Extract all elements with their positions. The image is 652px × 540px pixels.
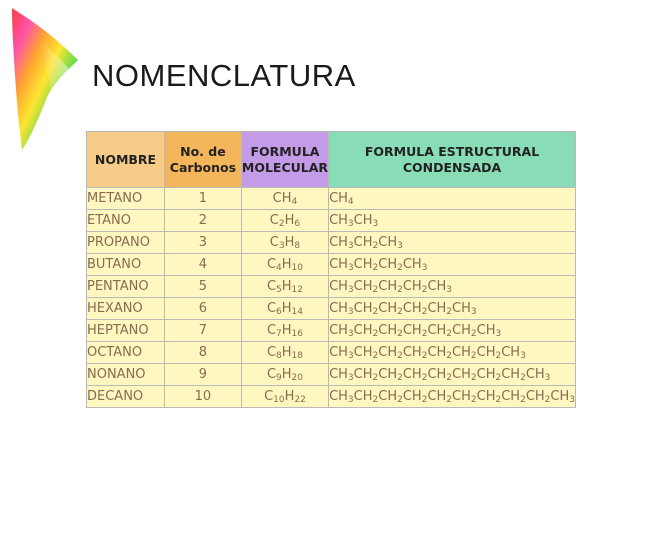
header-formula-molecular: FORMULA MOLECULAR (241, 132, 328, 188)
cell-carbonos: 9 (164, 364, 241, 386)
header-nombre: NOMBRE (87, 132, 165, 188)
alkane-nomenclature-table (86, 131, 576, 408)
cell-formula-molecular: $C_3H_8$ (241, 232, 328, 254)
cell-nombre: NONANO (87, 364, 165, 386)
cell-nombre: ETANO (87, 210, 165, 232)
cell-carbonos: 10 (164, 386, 241, 408)
cell-formula-molecular: $C_{10}H_{22}$ (241, 386, 328, 408)
slide-title: NOMENCLATURA (92, 58, 356, 93)
cell-formula-estructural: $CH_3CH_2CH_2CH_2CH_2CH_2CH_2CH_2CH_2CH_3$ (329, 386, 576, 408)
cell-nombre: DECANO (87, 386, 165, 408)
cell-formula-molecular: $C_9H_{20}$ (241, 364, 328, 386)
cell-nombre: PROPANO (87, 232, 165, 254)
table-row (87, 320, 576, 342)
cell-formula-estructural: $CH_3CH_2CH_3$ (329, 232, 576, 254)
cell-formula-estructural: $CH_3CH_2CH_2CH_2CH_2CH_2CH_3$ (329, 320, 576, 342)
cell-carbonos: 8 (164, 342, 241, 364)
cell-nombre: HEXANO (87, 298, 165, 320)
table-row (87, 298, 576, 320)
table-row (87, 188, 576, 210)
cell-carbonos: 7 (164, 320, 241, 342)
cell-carbonos: 4 (164, 254, 241, 276)
cell-formula-estructural: $CH_3CH_2CH_2CH_3$ (329, 254, 576, 276)
cell-formula-molecular: $C_7H_{16}$ (241, 320, 328, 342)
cell-formula-molecular: $C_5H_{12}$ (241, 276, 328, 298)
cell-formula-estructural: $CH_4$ (329, 188, 576, 210)
cell-nombre: OCTANO (87, 342, 165, 364)
table-row (87, 254, 576, 276)
cell-carbonos: 5 (164, 276, 241, 298)
cell-formula-molecular: $CH_4$ (241, 188, 328, 210)
table-row (87, 342, 576, 364)
cell-formula-estructural: $CH_3CH_2CH_2CH_2CH_2CH_3$ (329, 298, 576, 320)
table-row (87, 386, 576, 408)
cell-formula-estructural: $CH_3CH_2CH_2CH_2CH_2CH_2CH_2CH_3$ (329, 342, 576, 364)
cell-formula-molecular: $C_4H_{10}$ (241, 254, 328, 276)
cell-formula-estructural: $CH_3CH_3$ (329, 210, 576, 232)
cell-formula-molecular: $C_6H_{14}$ (241, 298, 328, 320)
cell-formula-molecular: $C_2H_6$ (241, 210, 328, 232)
cell-carbonos: 6 (164, 298, 241, 320)
cell-formula-estructural: $CH_3CH_2CH_2CH_2CH_3$ (329, 276, 576, 298)
cell-carbonos: 3 (164, 232, 241, 254)
cell-carbonos: 1 (164, 188, 241, 210)
header-carbonos: No. de Carbonos (164, 132, 241, 188)
header-formula-estructural: FORMULA ESTRUCTURAL CONDENSADA (329, 132, 576, 188)
table-header-row (87, 132, 576, 188)
cell-nombre: BUTANO (87, 254, 165, 276)
table-row (87, 210, 576, 232)
cell-carbonos: 2 (164, 210, 241, 232)
cell-nombre: HEPTANO (87, 320, 165, 342)
table-row (87, 276, 576, 298)
table-row (87, 364, 576, 386)
cell-formula-estructural: $CH_3CH_2CH_2CH_2CH_2CH_2CH_2CH_2CH_3$ (329, 364, 576, 386)
table-row (87, 232, 576, 254)
cell-nombre: METANO (87, 188, 165, 210)
cell-nombre: PENTANO (87, 276, 165, 298)
cell-formula-molecular: $C_8H_{18}$ (241, 342, 328, 364)
